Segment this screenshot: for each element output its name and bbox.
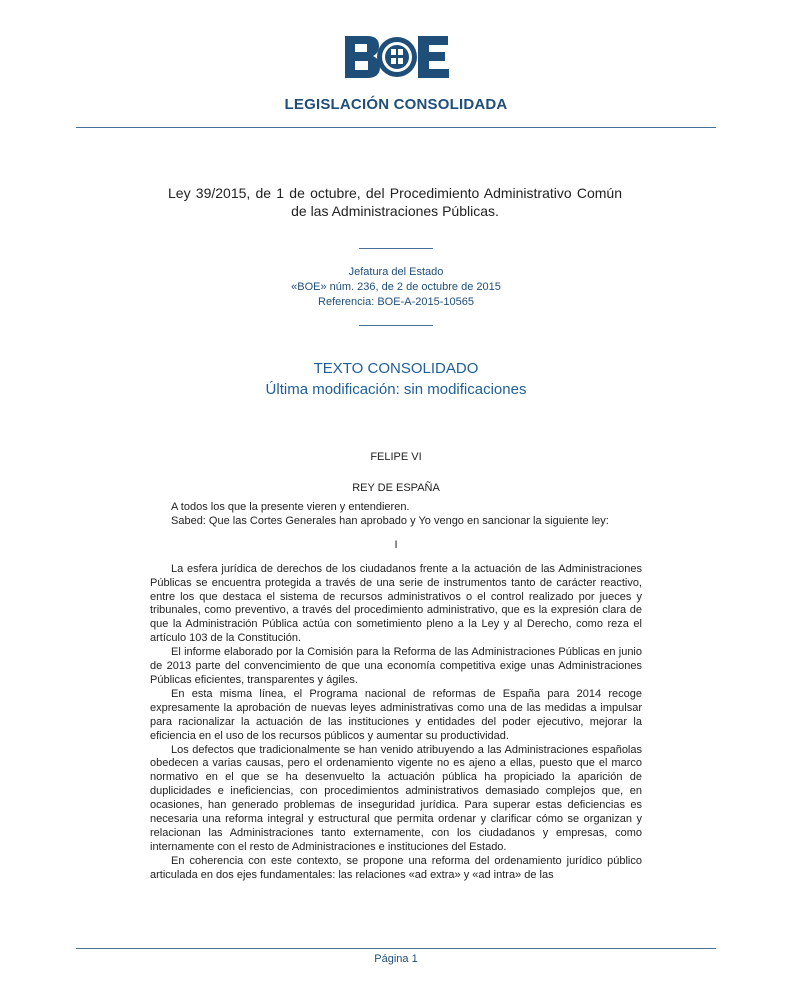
header-divider — [76, 127, 716, 128]
consolidated-label: TEXTO CONSOLIDADO — [313, 360, 479, 377]
short-divider-top — [359, 248, 433, 249]
boe-logo — [345, 36, 449, 78]
king-title: REY DE ESPAÑA — [352, 482, 440, 494]
publication-meta — [0, 265, 792, 310]
intro-paragraph: Sabed: Que las Cortes Generales han aprobado y Yo vengo en sancionar la siguiente ley: — [171, 514, 609, 527]
page-number: Página 1 — [374, 953, 418, 965]
last-modification: Última modificación: sin modificaciones — [265, 381, 527, 398]
header-title: LEGISLACIÓN CONSOLIDADA — [284, 96, 508, 113]
section-heading: I — [394, 538, 398, 551]
body-paragraph: El informe elaborado por la Comisión para la Reforma de las Administraciones Públicas en junio de 2013 parte del convencimiento de que una economía competitiva exige unas Administraciones Públicas eficientes, transparentes y ágiles. — [150, 646, 642, 686]
footer-divider — [76, 948, 716, 949]
body-paragraph: Los defectos que tradicionalmente se han venido atribuyendo a las Administraciones españolas obedecen a varias causas, pero el ordenamiento vigente no es ajeno a ellas, puesto que el marco normativo en el que se ha desenvuelto la actuación pública ha propiciado la aparición de duplicidades e ineficiencias, con procedimientos administrativos demasiado complejos que, en ocasiones, han generado problemas de inseguridad jurídica. Para superar estas deficiencias es necesaria una reforma integral y estructural que permita ordenar y clarificar cómo se organizan y relacionan las Administraciones tanto externamente, con los ciudadanos y empresas, como internamente con el resto de Administraciones e instituciones del Estado. — [150, 743, 642, 853]
document-body — [150, 501, 642, 883]
publication: «BOE» núm. 236, de 2 de octubre de 2015 — [291, 281, 501, 293]
issuer: Jefatura del Estado — [348, 266, 444, 278]
intro-paragraph: A todos los que la presente vieren y entendieren. — [171, 501, 410, 513]
law-title: Ley 39/2015, de 1 de octubre, del Procedimiento Administrativo Común de las Administraciones Públicas. — [168, 185, 622, 219]
king-name: FELIPE VI — [370, 451, 422, 463]
body-paragraph: En esta misma línea, el Programa nacional de reformas de España para 2014 recoge expresamente la aprobación de nuevas leyes administrativas como una de las medidas a impulsar para racionalizar la actuación de las instituciones y entidades del poder ejecutivo, mejorar la eficiencia en el uso de los recursos públicos y aumentar su productividad. — [150, 687, 642, 742]
body-paragraph: La esfera jurídica de derechos de los ciudadanos frente a la actuación de las Administraciones Públicas se encuentra protegida a través de una serie de instrumentos tanto de carácter reactivo, entre los que destaca el sistema de recursos administrativos o el control realizado por jueces y tribunales, como preventivo, a través del procedimiento administrativo, que es la expresión clara de que la Administración Pública actúa con sometimiento pleno a la Ley y al Derecho, como reza el artículo 103 de la Constitución. — [150, 562, 642, 645]
consolidated-block — [0, 358, 792, 400]
short-divider-bottom — [359, 325, 433, 326]
reference: Referencia: BOE-A-2015-10565 — [318, 296, 474, 308]
body-paragraph: En coherencia con este contexto, se propone una reforma del ordenamiento jurídico público articulada en dos ejes fundamentales: las relaciones «ad extra» y «ad intra» de las — [150, 854, 642, 881]
